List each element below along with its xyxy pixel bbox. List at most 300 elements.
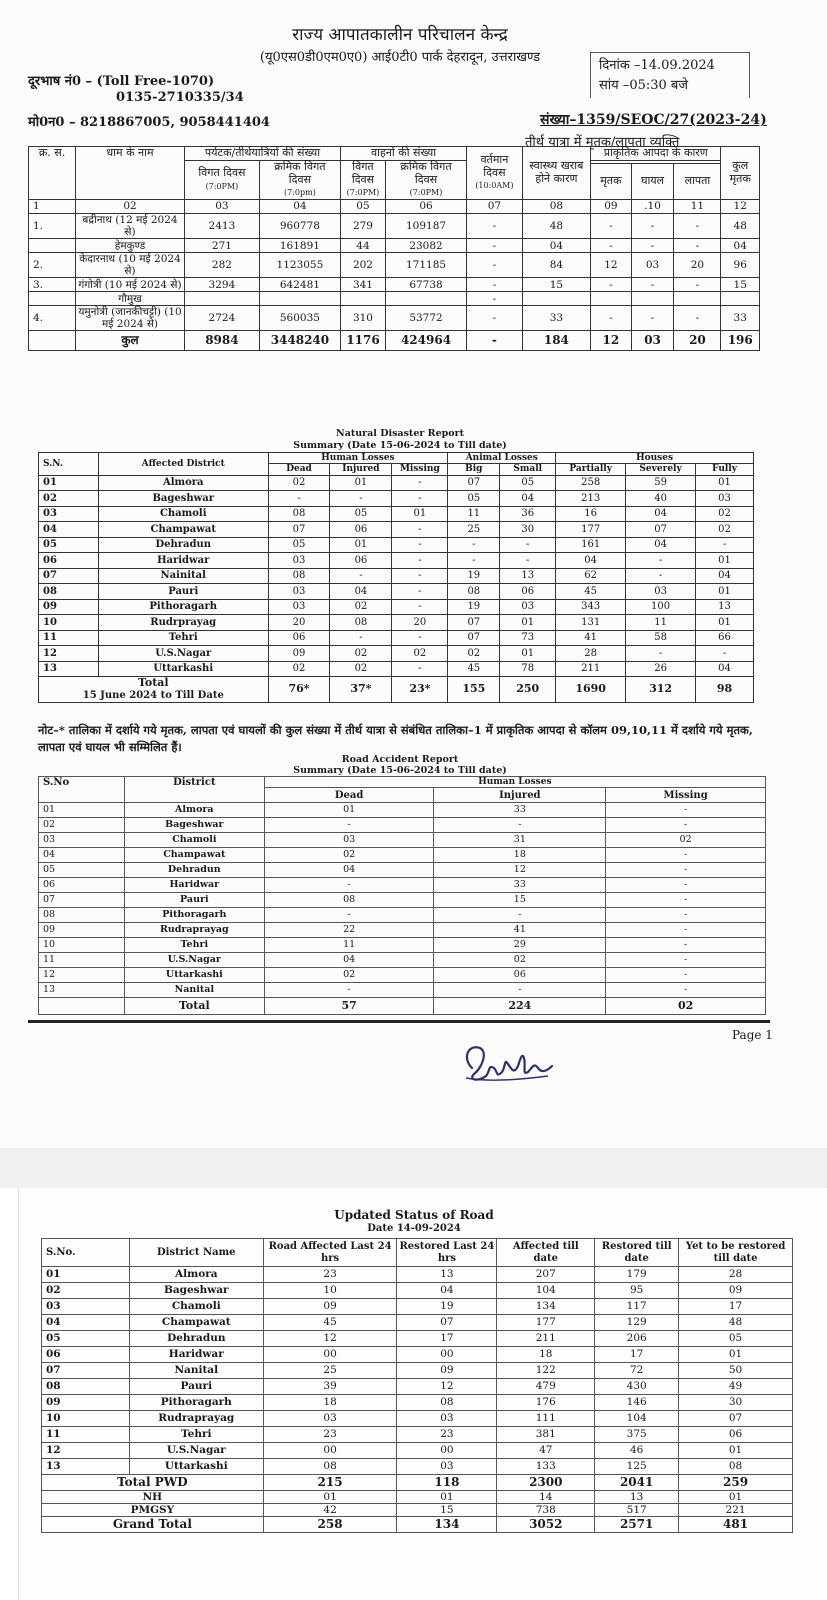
nd-cell: 04 [626,537,696,553]
col-number: 02 [76,199,185,213]
yatra-cell: - [467,292,523,306]
ra-cell: 09 [39,923,125,938]
nd-cell: 01 [330,537,392,553]
ra-cell: 02 [434,953,606,968]
nd-cell: - [392,568,448,584]
ra-cell: 10 [39,938,125,953]
nd-total-cell: 250 [500,677,556,703]
ra-cell: - [606,863,766,878]
rs-cell: 09 [263,1299,397,1315]
rs-cell: 03 [397,1411,497,1427]
rs-cell: 07 [42,1363,130,1379]
ra-district: Nanital [124,983,264,998]
ra-district: Bageshwar [124,818,264,833]
rs-cell: 23 [397,1427,497,1443]
ra-cell: - [606,878,766,893]
nd-cell: - [392,599,448,615]
ra-header-human: Human Losses [264,777,765,788]
nd-cell: 01 [696,615,754,631]
rs-district: Champawat [129,1315,263,1331]
nd-cell: 13 [696,599,754,615]
rs-cell: 430 [595,1379,679,1395]
rs-district: Haridwar [129,1347,263,1363]
nd-cell: 01 [392,506,448,522]
nd-total-label: Total 15 June 2024 to Till Date [39,677,269,703]
rs-cell: 111 [497,1411,595,1427]
rs-cell: 207 [497,1267,595,1283]
yatra-header-total-dead: कुल मृतक [721,147,760,200]
rs-total-label: Total PWD [42,1475,264,1491]
ra-cell: 12 [39,968,125,983]
yatra-cell: 15 [721,278,760,292]
rs-total-cell: 15 [397,1504,497,1517]
road-status-totals [42,1475,793,1533]
ra-cell: - [606,968,766,983]
road-accident-table [38,776,766,1015]
ra-cell: 02 [264,848,434,863]
rs-cell: 146 [595,1395,679,1411]
yatra-cell [674,292,721,306]
rs-cell: 07 [397,1315,497,1331]
rs-total-cell: 221 [679,1504,793,1517]
rs-cell: 95 [595,1283,679,1299]
nd-header-fully: Fully [696,464,754,475]
nd-cell: - [500,553,556,569]
nd-cell: - [500,537,556,553]
nd-header-small: Small [500,464,556,475]
nd-header-severely: Severely [626,464,696,475]
nd-cell: 45 [556,584,626,600]
ra-cell: - [606,893,766,908]
rs-total-cell: 2041 [595,1475,679,1491]
nd-cell: 02 [696,506,754,522]
rs-district: Nanital [129,1363,263,1379]
rs-row [42,1363,793,1379]
rs-cell: 45 [263,1315,397,1331]
yatra-row [29,278,760,292]
nd-cell: 02 [39,491,99,507]
nd-cell: 30 [500,522,556,538]
yatra-cell: 109187 [385,213,466,238]
nd-cell: 58 [626,630,696,646]
yatra-cell: 33 [522,306,590,331]
rs-cell: 104 [595,1411,679,1427]
signature [458,1038,558,1092]
nd-cell: - [392,475,448,491]
nd-cell: 45 [448,661,500,677]
nd-cell: 66 [696,630,754,646]
ra-district: Haridwar [124,878,264,893]
nd-header-district: Affected District [98,453,268,476]
ra-cell: 22 [264,923,434,938]
nd-cell: 100 [626,599,696,615]
rs-cell: 177 [497,1315,595,1331]
yatra-total-cell: 1176 [341,331,386,351]
rs-row [42,1459,793,1475]
rs-cell: 09 [397,1363,497,1379]
nd-cell: 05 [500,475,556,491]
nd-district: Pauri [98,584,268,600]
yatra-cell: - [631,213,674,238]
phone-line-1: दूरभाष नं0 – (Toll Free-1070) [28,74,215,89]
rs-row [42,1315,793,1331]
rs-district: Chamoli [129,1299,263,1315]
nd-district: Uttarkashi [98,661,268,677]
nd-total-cell: 312 [626,677,696,703]
nd-header-partially: Partially [556,464,626,475]
rs-cell: 48 [679,1315,793,1331]
yatra-cell [341,292,386,306]
road-accident-subtitle: Summary (Date 15-06-2024 to Till date) [293,765,507,776]
rs-total-cell: 2571 [595,1517,679,1533]
yatra-cell: 04 [522,239,590,253]
yatra-cell: 171185 [385,253,466,278]
rs-cell: 00 [397,1443,497,1459]
yatra-cell [721,292,760,306]
yatra-cell: - [674,239,721,253]
ra-cell: - [264,983,434,998]
nd-cell: 28 [556,646,626,662]
rs-cell: 25 [263,1363,397,1379]
road-status-body [42,1267,793,1475]
ra-cell: 08 [39,908,125,923]
nd-cell: 41 [556,630,626,646]
nd-header-missing: Missing [392,464,448,475]
rs-cell: 03 [263,1411,397,1427]
nd-cell: 177 [556,522,626,538]
ra-cell: - [264,878,434,893]
yatra-sno: 4. [29,306,76,331]
nd-total-cell: 155 [448,677,500,703]
yatra-cell: - [674,306,721,331]
nd-row [39,584,754,600]
ra-cell: 31 [434,833,606,848]
ra-cell: 04 [39,848,125,863]
rs-cell: 176 [497,1395,595,1411]
ra-district: Pithoragarh [124,908,264,923]
yatra-total-cell: 12 [591,331,632,351]
yatra-cell: 282 [185,253,260,278]
ra-cell: - [264,818,434,833]
col-number: 11 [674,199,721,213]
yatra-cell: 341 [341,278,386,292]
rs-header-restored-till: Restored till date [595,1239,679,1267]
yatra-cell: 84 [522,253,590,278]
yatra-cell: 12 [591,253,632,278]
yatra-cell: 202 [341,253,386,278]
yatra-header-missing: लापता [674,163,721,199]
ra-row [39,803,766,818]
rs-cell: 08 [263,1459,397,1475]
nd-cell: 11 [448,506,500,522]
rs-cell: 18 [497,1347,595,1363]
rs-cell: 09 [679,1283,793,1299]
natural-disaster-subtitle: Summary (Date 15-06-2024 to Till date) [293,440,507,451]
rs-cell: 08 [397,1395,497,1411]
yatra-cell: - [467,253,523,278]
ra-district: Champawat [124,848,264,863]
road-accident-body [39,803,766,998]
rs-total-cell: 134 [397,1517,497,1533]
ra-cell: 03 [264,833,434,848]
ra-cell: 04 [264,953,434,968]
ra-row [39,923,766,938]
nd-row [39,599,754,615]
nd-cell: 07 [626,522,696,538]
ra-district: Almora [124,803,264,818]
yatra-cell: 48 [522,213,590,238]
yatra-cell: - [591,278,632,292]
nd-header-animal: Animal Losses [448,453,556,464]
rs-cell: 206 [595,1331,679,1347]
nd-cell: - [330,630,392,646]
yatra-cell: 642481 [259,278,340,292]
ra-cell: 01 [264,803,434,818]
yatra-cell: 960778 [259,213,340,238]
nd-total-cell: 76* [268,677,330,703]
nd-cell: - [696,646,754,662]
nd-cell: 13 [500,568,556,584]
nd-district: Haridwar [98,553,268,569]
ra-district: Rudraprayag [124,923,264,938]
road-accident-title: Road Accident Report [341,754,459,765]
nd-cell: 02 [392,646,448,662]
nd-cell: - [626,568,696,584]
natural-disaster-body [39,475,754,677]
rs-cell: 49 [679,1379,793,1395]
nd-cell: 05 [39,537,99,553]
nd-cell: 20 [392,615,448,631]
rs-row [42,1427,793,1443]
nd-cell: 04 [696,568,754,584]
nd-cell: - [392,661,448,677]
rs-cell: 10 [42,1411,130,1427]
rs-cell: 18 [263,1395,397,1411]
yatra-cell: 20 [674,253,721,278]
yatra-cell: - [467,239,523,253]
nd-cell: 02 [268,661,330,677]
ra-cell: 41 [434,923,606,938]
nd-header-injured: Injured [330,464,392,475]
yatra-header-sno: क्र. स. [29,147,76,200]
rs-cell: 13 [42,1459,130,1475]
rs-cell: 01 [679,1347,793,1363]
nd-cell: 01 [500,615,556,631]
rs-cell: 133 [497,1459,595,1475]
ra-cell: - [606,908,766,923]
rs-total-cell: 738 [497,1504,595,1517]
rs-cell: 08 [42,1379,130,1395]
nd-header-human: Human Losses [268,453,448,464]
rs-cell: 179 [595,1267,679,1283]
rs-cell: 00 [263,1443,397,1459]
yatra-total-cell: - [467,331,523,351]
nd-cell: 19 [448,599,500,615]
rs-cell: 10 [263,1283,397,1299]
yatra-total-cell: 424964 [385,331,466,351]
nd-district: Bageshwar [98,491,268,507]
bottom-rule [28,1020,770,1023]
rs-cell: 17 [595,1347,679,1363]
natural-disaster-title: Natural Disaster Report [336,428,464,439]
rs-cell: 39 [263,1379,397,1395]
rs-cell: 479 [497,1379,595,1395]
nd-cell: 06 [268,630,330,646]
rs-cell: 30 [679,1395,793,1411]
nd-cell: 59 [626,475,696,491]
nd-cell: 12 [39,646,99,662]
nd-row [39,506,754,522]
rs-total-cell: 13 [595,1491,679,1504]
ra-cell: 06 [39,878,125,893]
rs-total-cell: 01 [263,1491,397,1504]
nd-district: Chamoli [98,506,268,522]
ra-district: Chamoli [124,833,264,848]
rs-district: Pauri [129,1379,263,1395]
rs-header-affected-till: Affected till date [497,1239,595,1267]
ra-cell: 05 [39,863,125,878]
rs-district: Bageshwar [129,1283,263,1299]
rs-cell: 28 [679,1267,793,1283]
nd-cell: 06 [330,522,392,538]
nd-header-sn: S.N. [39,453,99,476]
yatra-header-current-day: वर्तमान दिवस (10:0AM) [467,147,523,200]
nd-cell: 02 [696,522,754,538]
rs-cell: 01 [679,1443,793,1459]
nd-cell: - [626,646,696,662]
yatra-total-row [29,331,760,351]
road-status-subtitle: Date 14-09-2024 [367,1223,461,1234]
report-time: सांय –05:30 बजे [599,78,688,93]
yatra-cell: 271 [185,239,260,253]
nd-cell: 258 [556,475,626,491]
nd-total-cell: 98 [696,677,754,703]
nd-cell: 04 [39,522,99,538]
rs-total-cell: 3052 [497,1517,595,1533]
rs-cell: 07 [679,1411,793,1427]
col-number: .10 [631,199,674,213]
yatra-column-number-row [29,199,760,213]
yatra-dham-name: बद्रीनाथ (12 मई 2024 से) [76,213,185,238]
rs-total-cell: 259 [679,1475,793,1491]
nd-cell: 02 [448,646,500,662]
nd-district: Tehri [98,630,268,646]
yatra-sno [29,292,76,306]
yatra-cell: 2724 [185,306,260,331]
rs-row [42,1395,793,1411]
nd-cell: 02 [330,646,392,662]
rs-header-yet: Yet to be restored till date [679,1239,793,1267]
rs-district: Dehradun [129,1331,263,1347]
yatra-cell [259,292,340,306]
ra-cell: 12 [434,863,606,878]
nd-total-row [39,677,754,703]
nd-cell: 19 [448,568,500,584]
ra-row [39,908,766,923]
nd-row [39,491,754,507]
page-gap [0,1148,827,1188]
ra-cell: 08 [264,893,434,908]
nd-cell: 02 [268,475,330,491]
rs-cell: 23 [263,1267,397,1283]
rs-total-row [42,1504,793,1517]
rs-cell: 12 [397,1379,497,1395]
rs-cell: 04 [397,1283,497,1299]
ra-row [39,863,766,878]
nd-cell: 02 [330,599,392,615]
rs-total-cell: 42 [263,1504,397,1517]
nd-cell: 04 [556,553,626,569]
yatra-cell: 33 [721,306,760,331]
rs-district: Pithoragarh [129,1395,263,1411]
yatra-cell: 53772 [385,306,466,331]
rs-district: Tehri [129,1427,263,1443]
natural-disaster-table [38,452,754,703]
nd-district: Rudrprayag [98,615,268,631]
rs-district: Almora [129,1267,263,1283]
ra-cell: 02 [39,818,125,833]
nd-district: Nainital [98,568,268,584]
yatra-cell [522,292,590,306]
rs-cell: 06 [42,1347,130,1363]
rs-header-restored-24: Restored Last 24 hrs [397,1239,497,1267]
nd-cell: - [268,491,330,507]
rs-total-row [42,1491,793,1504]
yatra-cell: 23082 [385,239,466,253]
phone-line-2: 0135-2710335/34 [116,90,244,105]
rs-row [42,1379,793,1395]
rs-total-label: Grand Total [42,1517,264,1533]
nd-cell: 08 [268,568,330,584]
nd-cell: 131 [556,615,626,631]
yatra-cell: 03 [631,253,674,278]
nd-cell: 04 [626,506,696,522]
col-number: 04 [259,199,340,213]
nd-cell: 40 [626,491,696,507]
yatra-total-cell: 03 [631,331,674,351]
yatra-cell: 279 [341,213,386,238]
date-box [590,52,750,98]
road-status-table [41,1238,793,1533]
rs-row [42,1411,793,1427]
yatra-cell: 3294 [185,278,260,292]
yatra-cell: 44 [341,239,386,253]
rs-cell: 381 [497,1427,595,1443]
ra-cell: 15 [434,893,606,908]
yatra-cell: 1123055 [259,253,340,278]
page-number: Page 1 [732,1028,773,1042]
ra-cell: 03 [39,833,125,848]
rs-district: U.S.Nagar [129,1443,263,1459]
rs-row [42,1347,793,1363]
nd-district: Pithoragarh [98,599,268,615]
nd-cell: 161 [556,537,626,553]
rs-row [42,1283,793,1299]
rs-district: Rudraprayag [129,1411,263,1427]
col-number: 1 [29,199,76,213]
nd-cell: 62 [556,568,626,584]
nd-cell: 01 [330,475,392,491]
yatra-header-prev-day: विगत दिवस (7:0PM) [185,161,260,200]
yatra-cell: - [467,278,523,292]
reference-number: संख्या–1359/SEOC/27(2023-24) [540,112,767,128]
rs-header-district: District Name [129,1239,263,1267]
rs-cell: 11 [42,1427,130,1443]
yatra-section-title: तीर्थ यात्रा में मृतक/लापता व्यक्ति [525,135,680,150]
nd-cell: 04 [696,661,754,677]
yatra-cell: 560035 [259,306,340,331]
nd-cell: - [330,491,392,507]
